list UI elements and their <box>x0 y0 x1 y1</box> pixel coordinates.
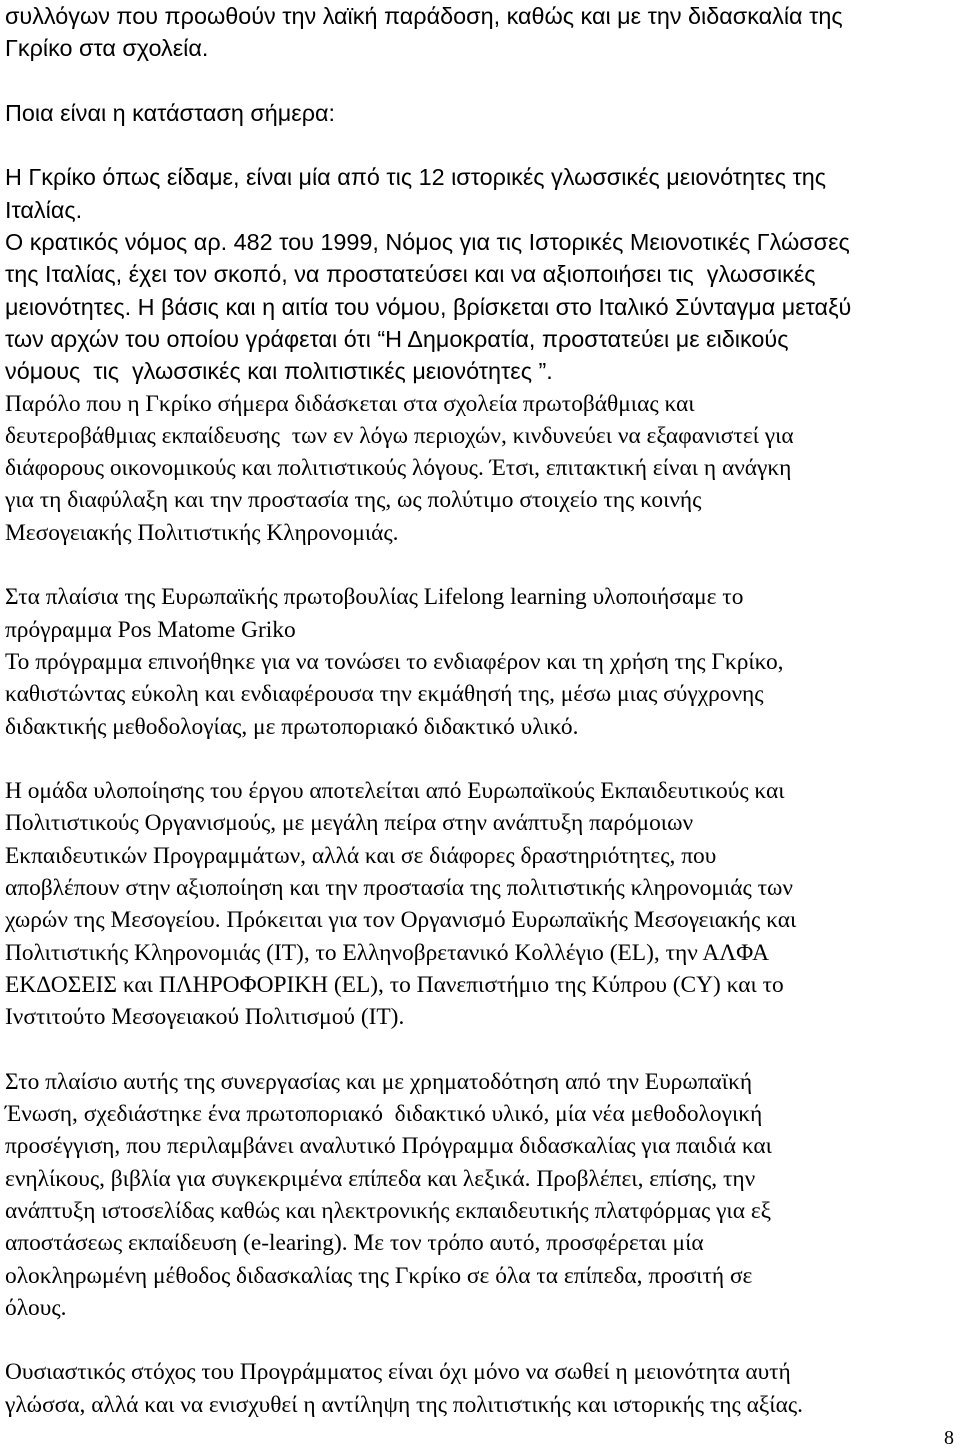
blank-line <box>5 65 955 97</box>
text-line: γλώσσα, αλλά και να ενισχυθεί η αντίληψη της πολιτιστικής και ιστορικής της αξίας. <box>5 1391 803 1418</box>
text-line: ανάπτυξη ιστοσελίδας καθώς και ηλεκτρονικής εκπαιδευτικής πλατφόρμας για εξ <box>5 1197 772 1224</box>
text-line: δευτεροβάθμιας εκπαίδευσης των εν λόγω περιοχών, κινδυνεύει να εξαφανιστεί για <box>5 422 794 449</box>
text-line: Ινστιτούτο Μεσογειακού Πολιτισμού (IT). <box>5 1004 405 1031</box>
text-line: Γκρίκο στα σχολεία. <box>5 35 209 62</box>
text-line: ολοκληρωμένη μέθοδος διδασκαλίας της Γκρίκο σε όλα τα επίπεδα, προσιτή σε <box>5 1262 753 1289</box>
text-line: Πολιτιστικής Κληρονομιάς (IT), το Ελληνοβρετανικό Κολλέγιο (EL), την ΑΛΦΑ <box>5 939 770 966</box>
text-line: συλλόγων που προωθούν την λαϊκή παράδοση, καθώς και με την διδασκαλία της <box>5 3 843 29</box>
text-line: Το πρόγραμμα επινοήθηκε για να τονώσει το ενδιαφέρον και τη χρήση της Γκρίκο, <box>5 648 784 675</box>
text-line: Εκπαιδευτικών Προγραμμάτων, αλλά και σε διάφορες δραστηριότητες, που <box>5 842 717 869</box>
text-line: χωρών της Μεσογείου. Πρόκειται για τον Οργανισμό Ευρωπαϊκής Μεσογειακής και <box>5 907 797 934</box>
text-line: ενηλίκους, βιβλία για συγκεκριμένα επίπεδα και λεξικά. Προβλέπει, επίσης, την <box>5 1165 756 1192</box>
text-line: για τη διαφύλαξη και την προστασία της, ως πολύτιμο στοιχείο της κοινής <box>5 487 702 514</box>
text-line: Η Γκρίκο όπως είδαμε, είναι μία από τις 12 ιστορικές γλωσσικές μειονότητες της <box>5 164 827 191</box>
text-line: νόμους τις γλωσσικές και πολιτιστικές μειονότητες ”. <box>5 358 553 385</box>
text-line: αποστάσεως εκπαίδευση (e-learing). Με τον τρόπο αυτό, προσφέρεται μία <box>5 1230 704 1257</box>
text-line: καθιστώντας εύκολη και ενδιαφέρουσα την εκμάθησή της, μέσω μιας σύγχρονης <box>5 681 764 708</box>
document-body <box>5 0 955 1421</box>
text-line: πρόγραμμα Pos Matome Griko <box>5 616 296 643</box>
text-line: Η ομάδα υλοποίησης του έργου αποτελείται από Ευρωπαϊκούς Εκπαιδευτικούς και <box>5 778 785 805</box>
blank-line <box>5 549 955 581</box>
blank-line <box>5 743 955 775</box>
text-line: Παρόλο που η Γκρίκο σήμερα διδάσκεται στα σχολεία πρωτοβάθμιας και <box>5 390 695 417</box>
text-line: Ο κρατικός νόμος αρ. 482 του 1999, Νόμος για τις Ιστορικές Μειονοτικές Γλώσσες <box>5 229 850 256</box>
text-line: των αρχών του οποίου γράφεται ότι “Η Δημοκρατία, προστατεύει με ειδικούς <box>5 325 789 352</box>
text-line: Ουσιαστικός στόχος του Προγράμματος είναι όχι μόνο να σωθεί η μειονότητα αυτή <box>5 1359 791 1386</box>
page-number: 8 <box>944 1427 954 1449</box>
blank-line <box>5 1034 955 1066</box>
text-line: όλους. <box>5 1294 67 1321</box>
text-line: προσέγγιση, που περιλαμβάνει αναλυτικό Πρόγραμμα διδασκαλίας για παιδιά και <box>5 1133 772 1160</box>
text-line: αποβλέπουν στην αξιοποίηση και την προστασία της πολιτιστικής κληρονομιάς των <box>5 875 793 902</box>
text-line: της Ιταλίας, έχει τον σκοπό, να προστατεύσει και να αξιοποιήσει τις γλωσσικές <box>5 261 816 288</box>
text-line: Ένωση, σχεδιάστηκε ένα πρωτοποριακό διδακτικό υλικό, μία νέα μεθοδολογική <box>5 1101 763 1128</box>
text-line: Στο πλαίσιο αυτής της συνεργασίας και με χρηματοδότηση από την Ευρωπαϊκή <box>5 1068 753 1095</box>
text-line: Πολιτιστικούς Οργανισμούς, με μεγάλη πείρα στην ανάπτυξη παρόμοιων <box>5 810 694 837</box>
text-line: διδακτικής μεθοδολογίας, με πρωτοποριακό διδακτικό υλικό. <box>5 713 579 740</box>
blank-line <box>5 1324 955 1356</box>
text-line: διάφορους οικονομικούς και πολιτιστικούς λόγους. Έτσι, επιτακτική είναι η ανάγκη <box>5 455 792 482</box>
blank-line <box>5 129 955 161</box>
text-line: Στα πλαίσια της Ευρωπαϊκής πρωτοβουλίας Lifelong learning υλοποιήσαμε το <box>5 584 744 611</box>
text-line: Ποια είναι η κατάσταση σήμερα: <box>5 99 336 126</box>
text-line: ΕΚΔΟΣΕΙΣ και ΠΛΗΡΟΦΟΡΙΚΗ (EL), το Πανεπιστήμιο της Κύπρου (CY) και το <box>5 971 784 998</box>
text-line: μειονότητες. Η βάσις και η αιτία του νόμου, βρίσκεται στο Ιταλικό Σύνταγμα μεταξύ <box>5 293 852 320</box>
text-line: Ιταλίας. <box>5 196 83 223</box>
text-line: Μεσογειακής Πολιτιστικής Κληρονομιάς. <box>5 519 399 546</box>
